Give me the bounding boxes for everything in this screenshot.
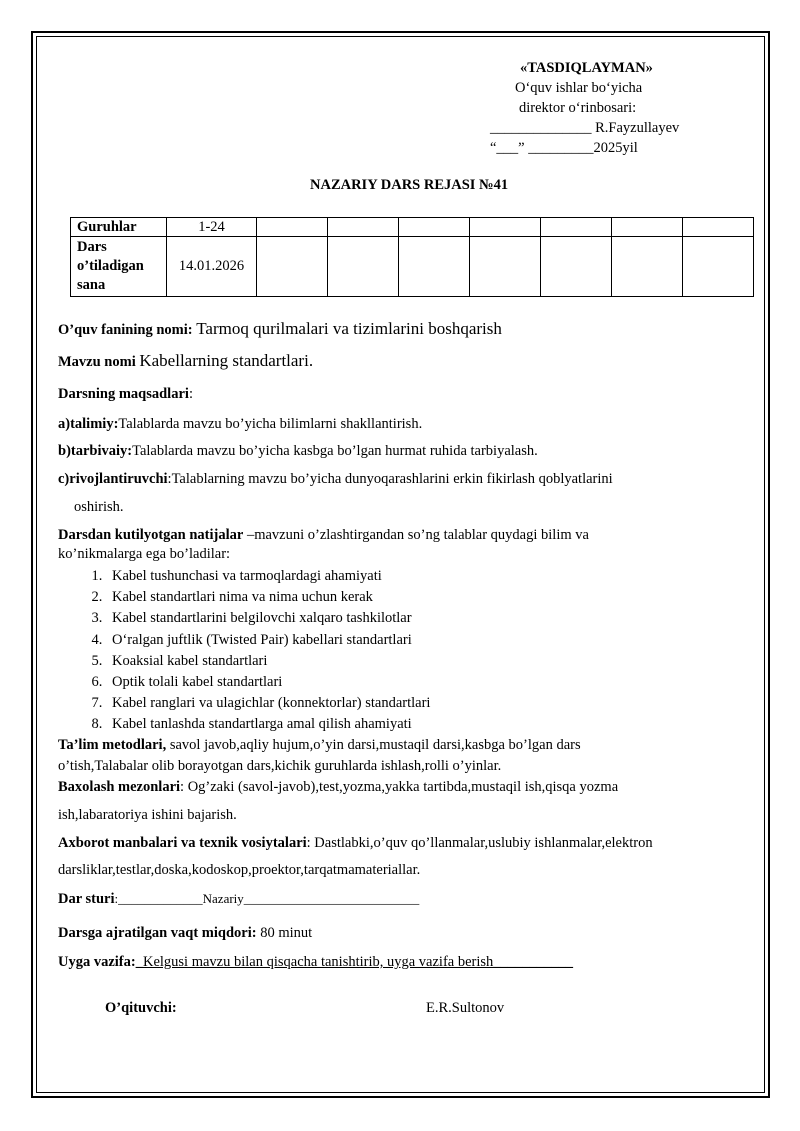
approval-line1: O‘quv ishlar bo‘yicha xyxy=(515,80,643,96)
table-cell xyxy=(328,237,399,297)
assessment-continued: ish,labaratoriya ishini bajarish. xyxy=(58,807,237,823)
subject-label: O’quv fanining nomi: xyxy=(58,322,193,338)
date-label: Dars o’tiladigan sana xyxy=(71,237,167,297)
topic-line xyxy=(58,351,313,371)
methods-line: Ta’lim metodlari, savol javob,aqliy hujum,o’yin darsi,mustaqil darsi,kasbga bo’lgan dars xyxy=(58,737,581,753)
homework-line: Uyga vazifa:_Kelgusi mavzu bilan qisqacha tanishtirib, uyga vazifa berish___________ xyxy=(58,954,574,970)
table-cell xyxy=(470,218,541,237)
groups-label: Guruhlar xyxy=(71,218,167,237)
resources-line: Axborot manbalari va texnik vosiytalari: Dastlabki,o’quv qo’llanmalar,uslubiy ishlanmalar,elektron xyxy=(58,835,653,851)
table-cell xyxy=(541,218,612,237)
table-cell xyxy=(683,218,754,237)
list-item: 1. Kabel tushunchasi va tarmoqlardagi ahamiyati xyxy=(106,566,430,587)
teacher-name: E.R.Sultonov xyxy=(426,1000,505,1016)
assessment-line: Baxolash mezonlari: Og’zaki (savol-javob),test,yozma,yakka tartibda,mustaqil ish,qisqa yozma xyxy=(58,779,619,795)
methods-continued: o’tish,Talabalar olib borayotgan dars,kichik guruhlarda ishlash,rolli o’yinlar. xyxy=(58,758,502,774)
approval-heading: «TASDIQLAYMAN» xyxy=(520,60,653,76)
goal-c-continued: oshirish. xyxy=(74,499,124,515)
teacher-label: O’qituvchi: xyxy=(105,1000,177,1016)
table-cell xyxy=(328,218,399,237)
table-cell xyxy=(612,218,683,237)
goals-heading: Darsning maqsadlari: xyxy=(58,386,193,402)
list-item: 5. Koaksial kabel standartlari xyxy=(106,651,430,672)
resources-continued: darsliklar,testlar,doska,kodoskop,proektor,tarqatmamateriallar. xyxy=(58,862,421,878)
approval-date: “___” _________2025yil xyxy=(490,140,638,156)
document-title: NAZARIY DARS REJASI №41 xyxy=(310,177,509,193)
topic-value: Kabellarning standartlari. xyxy=(139,351,314,370)
table-cell xyxy=(257,237,328,297)
list-item: 7. Kabel ranglari va ulagichlar (konnektorlar) standartlari xyxy=(106,693,430,714)
goal-c: c)rivojlantiruvchi:Talablarning mavzu bo’yicha dunyoqarashlarini erkin fikirlash qoblyatlarini xyxy=(58,471,613,487)
table-cell xyxy=(541,237,612,297)
groups-value: 1-24 xyxy=(167,218,257,237)
outcomes-heading: Darsdan kutilyotgan natijalar –mavzuni o’zlashtirgandan so’ng talablar quydagi bilim va xyxy=(58,527,589,543)
lesson-type-value: :_____________Nazariy___________________________ xyxy=(114,891,420,906)
list-item: 8. Kabel tanlashda standartlarga amal qilish ahamiyati xyxy=(106,714,430,735)
approval-signature: ______________ R.Fayzullayev xyxy=(490,120,680,136)
homework-value: _Kelgusi mavzu bilan qisqacha tanishtirib, uyga vazifa berish___________ xyxy=(135,954,574,970)
list-item: 3. Kabel standartlarini belgilovchi xalqaro tashkilotlar xyxy=(106,608,430,629)
lesson-type-line: Dar sturi:_____________Nazariy___________________________ xyxy=(58,891,420,907)
goal-b: b)tarbivaiy:Talablarda mavzu bo’yicha kasbga bo’lgan hurmat ruhida tarbiyalash. xyxy=(58,443,538,459)
table-cell xyxy=(612,237,683,297)
table-cell xyxy=(399,218,470,237)
duration-line: Darsga ajratilgan vaqt miqdori: 80 minut xyxy=(58,925,313,941)
table-cell xyxy=(470,237,541,297)
list-item: 2. Kabel standartlari nima va nima uchun kerak xyxy=(106,587,430,608)
approval-line2: direktor o‘rinbosari: xyxy=(519,100,637,116)
topic-label: Mavzu nomi xyxy=(58,354,136,370)
outcomes-continued: ko’nikmalarga ega bo’ladilar: xyxy=(58,546,231,562)
subject-value: Tarmoq qurilmalari va tizimlarini boshqarish xyxy=(196,319,502,338)
table-cell xyxy=(683,237,754,297)
subject-line xyxy=(58,319,502,339)
outcomes-list xyxy=(70,566,430,736)
date-value: 14.01.2026 xyxy=(167,237,257,297)
goal-a: a)talimiy:Talablarda mavzu bo’yicha bilimlarni shakllantirish. xyxy=(58,416,423,432)
list-item: 6. Optik tolali kabel standartlari xyxy=(106,672,430,693)
table-cell xyxy=(399,237,470,297)
groups-table xyxy=(70,217,754,297)
list-item: 4. O‘ralgan juftlik (Twisted Pair) kabellari standartlari xyxy=(106,630,430,651)
table-cell xyxy=(257,218,328,237)
